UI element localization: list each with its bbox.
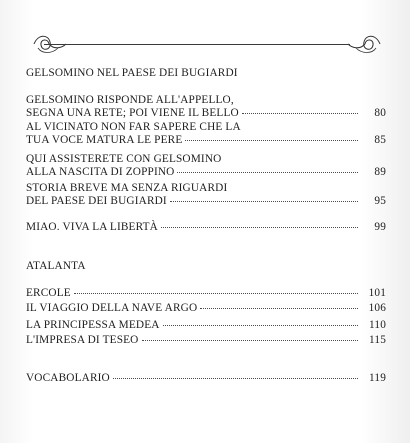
- dot-leader: [161, 227, 358, 228]
- toc-entry[interactable]: [26, 221, 386, 234]
- toc-entry-title: GELSOMINO RISPONDE ALL'APPELLO,: [26, 94, 234, 106]
- dot-leader: [177, 172, 358, 173]
- toc-entry[interactable]: [26, 121, 386, 147]
- dot-leader: [142, 340, 359, 341]
- toc-entry[interactable]: [26, 319, 386, 332]
- toc-page-number: 110: [369, 319, 386, 331]
- toc-entry-title: ALLA NASCITA DI ZOPPINO: [26, 166, 175, 178]
- toc-page-number: 115: [369, 334, 386, 346]
- toc-page-number: 95: [374, 195, 386, 207]
- toc-entry[interactable]: [26, 302, 386, 315]
- toc-page-number: 89: [374, 166, 386, 178]
- section-title-gelsomino: GELSOMINO NEL PAESE DEI BUGIARDI: [26, 67, 238, 79]
- toc-entry[interactable]: [26, 94, 386, 120]
- toc-entry[interactable]: [26, 182, 386, 208]
- dot-leader: [170, 201, 358, 202]
- dot-leader: [74, 293, 358, 294]
- toc-entry-title: DEL PAESE DEI BUGIARDI: [26, 195, 167, 207]
- dot-leader: [163, 325, 358, 326]
- toc-page-number: 99: [374, 221, 386, 233]
- left-ornament-icon: [32, 30, 68, 56]
- toc-entry-title: AL VICINATO NON FAR SAPERE CHE LA: [26, 121, 241, 133]
- toc-page-number: 101: [368, 287, 386, 299]
- toc-entry-title: L'IMPRESA DI TESEO: [26, 334, 139, 346]
- toc-entry-title: MIAO. VIVA LA LIBERTÀ: [26, 221, 158, 233]
- toc-entry-title: ERCOLE: [26, 287, 71, 299]
- toc-entry[interactable]: [26, 334, 386, 347]
- toc-entry-title: VOCABOLARIO: [26, 372, 110, 384]
- toc-page-number: 119: [369, 372, 386, 384]
- section-title-atalanta: ATALANTA: [26, 260, 86, 272]
- dot-leader: [185, 140, 358, 141]
- toc-entry-title: TUA VOCE MATURA LE PERE: [26, 134, 183, 146]
- toc-page-number: 80: [374, 107, 386, 119]
- toc-page-number: 106: [368, 302, 386, 314]
- toc-entry[interactable]: [26, 153, 386, 179]
- dot-leader: [200, 308, 358, 309]
- toc-entry-title: LA PRINCIPESSA MEDEA: [26, 319, 160, 331]
- right-ornament-icon: [346, 30, 382, 56]
- toc-entry-title: IL VIAGGIO DELLA NAVE ARGO: [26, 302, 198, 314]
- toc-entry[interactable]: [26, 287, 386, 300]
- dot-leader: [113, 378, 358, 379]
- toc-entry-title: STORIA BREVE MA SENZA RIGUARDI: [26, 182, 228, 194]
- toc-entry[interactable]: [26, 372, 386, 385]
- dot-leader: [242, 113, 358, 114]
- header-rule: [44, 44, 350, 45]
- toc-page-number: 85: [374, 134, 386, 146]
- toc-entry-title: SEGNA UNA RETE; POI VIENE IL BELLO: [26, 107, 239, 119]
- toc-entry-title: QUI ASSISTERETE CON GELSOMINO: [26, 153, 222, 165]
